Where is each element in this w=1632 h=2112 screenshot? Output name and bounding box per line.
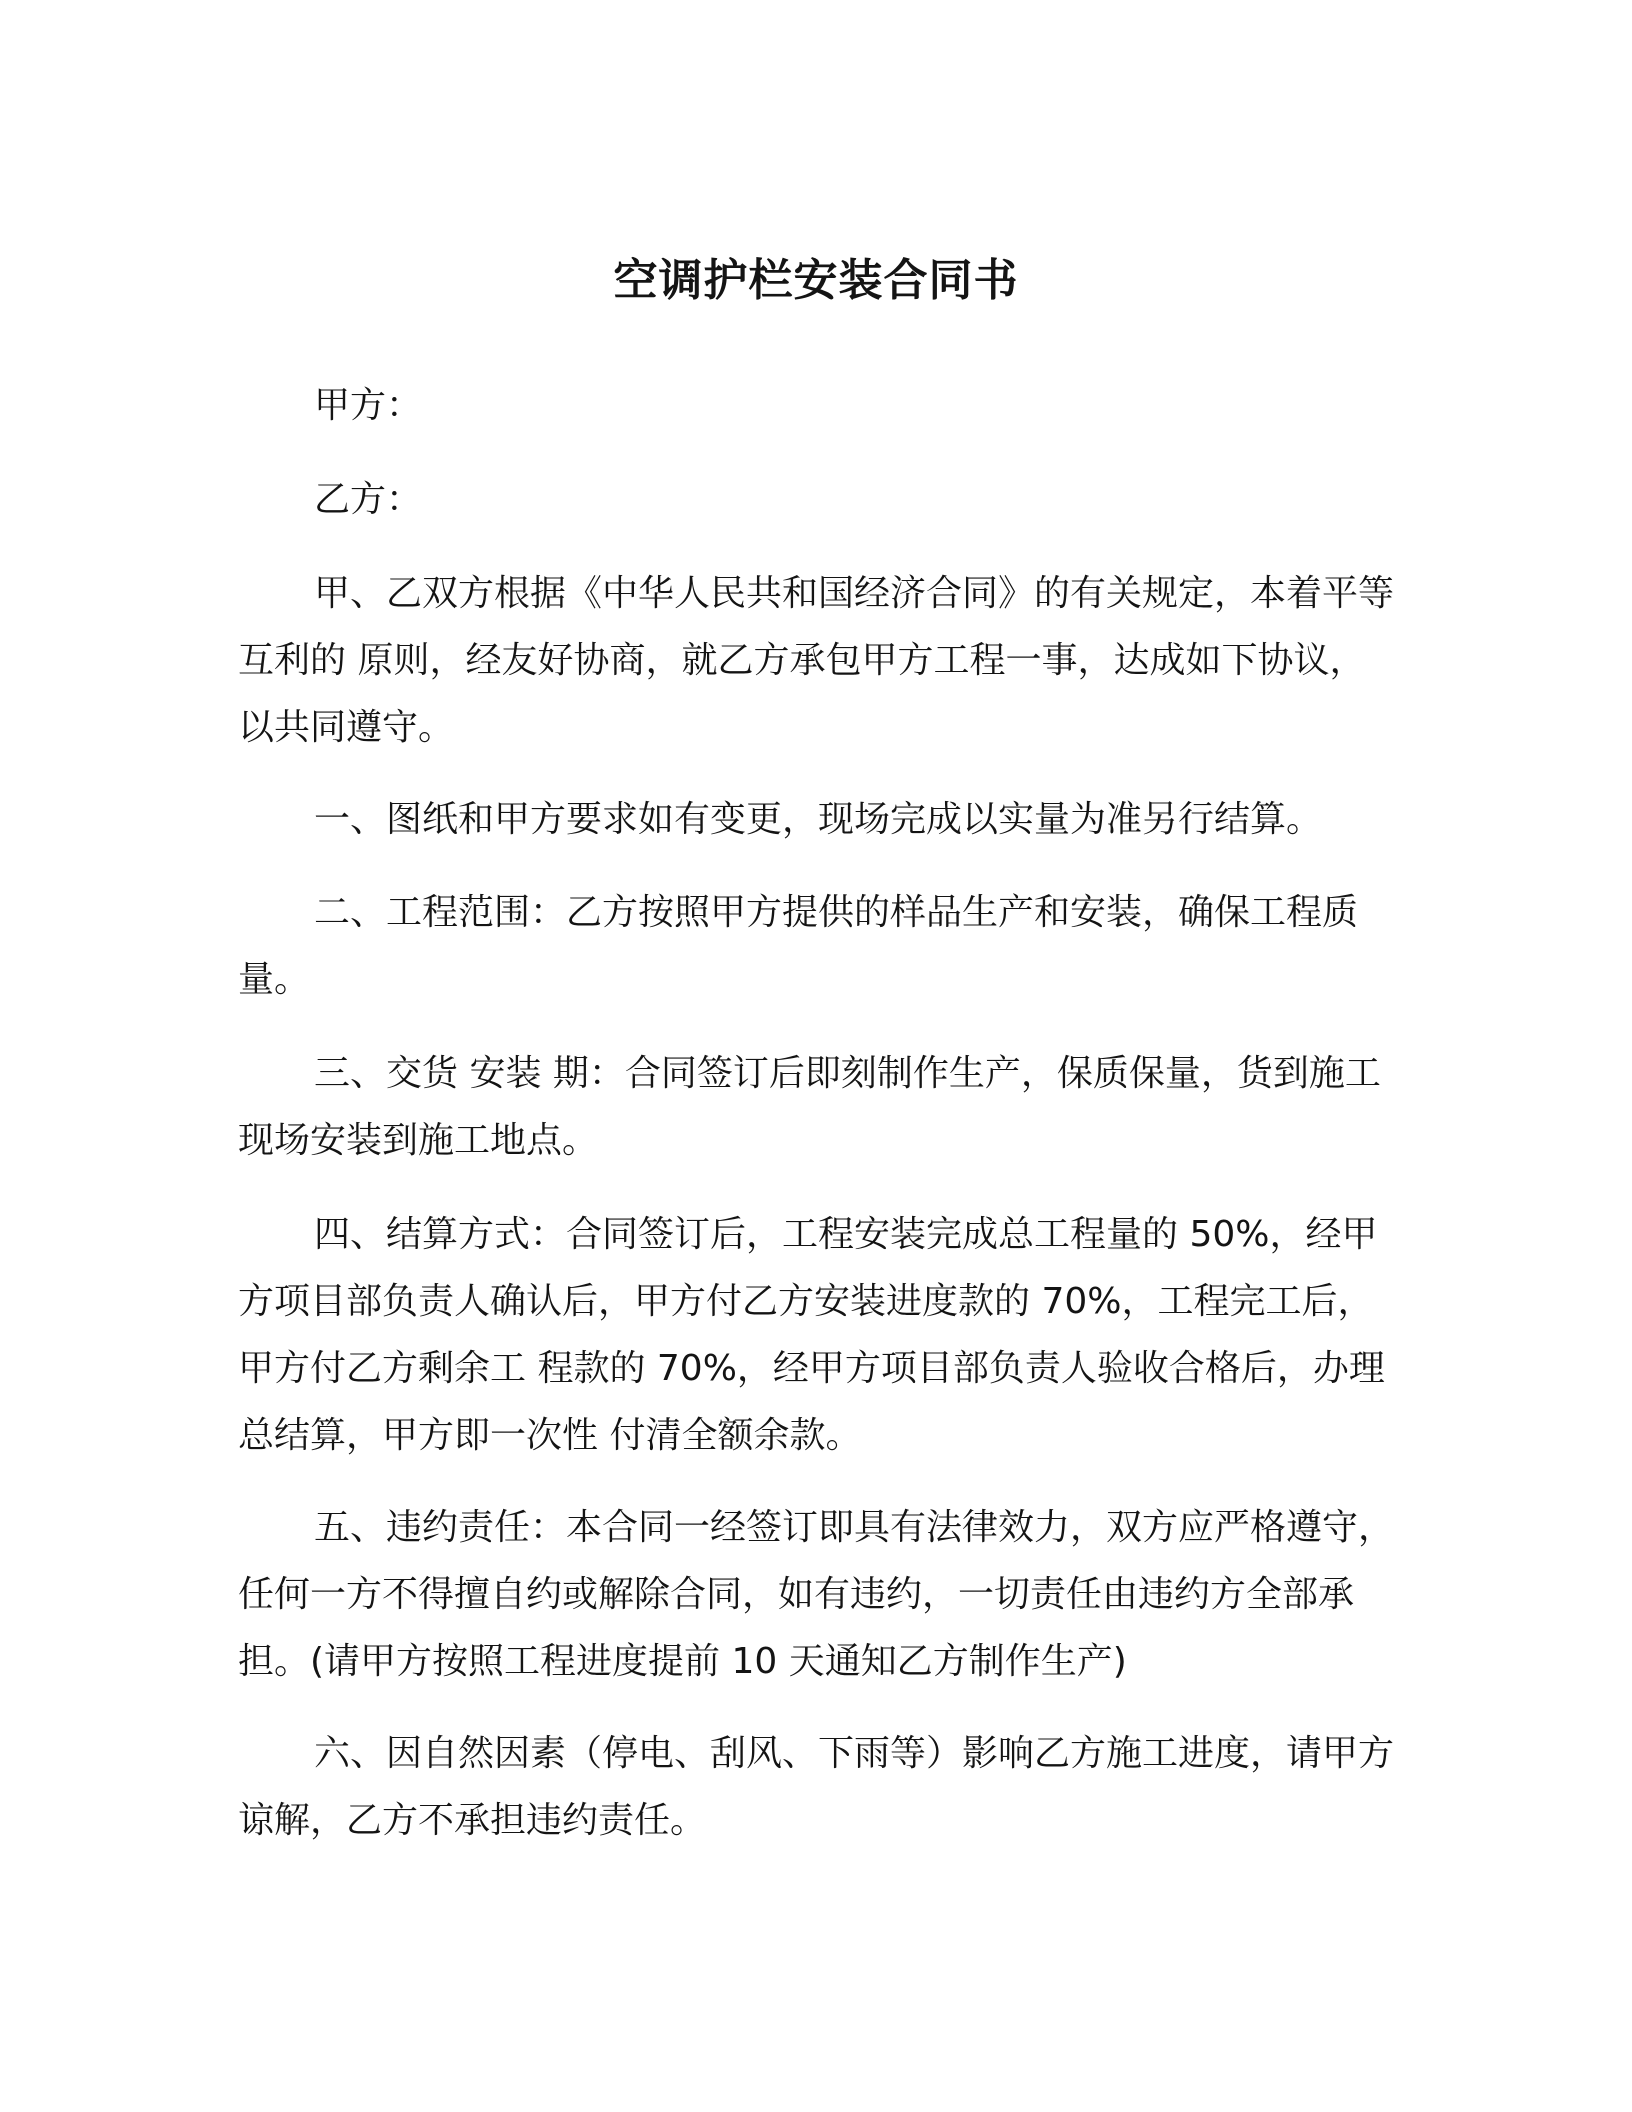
clause-2-paragraph: 二、工程范围：乙方按照甲方提供的样品生产和安装，确保工程质量。 [238,892,1359,1000]
preamble-paragraph: 甲、乙双方根据《中华人民共和国经济合同》的有关规定，本着平等互利的 原则，经友好协商，就乙方承包甲方工程一事，达成如下协议，以共同遵守。 [238,573,1395,748]
clause-4-paragraph: 四、结算方式：合同签订后，工程安装完成总工程量的 50%，经甲方项目部负责人确认后，甲方付乙方安装进度款的 70%，工程完工后，甲方付乙方剩余工 程款的 70%，经甲方项目部负责人验收合格后，办理总结算，甲方即一次性 付清全额余款。 [238,1214,1385,1456]
party-a-line: 甲方： [314,385,423,426]
document-title: 空调护栏安装合同书 [613,255,1019,307]
clause-1-paragraph: 一、图纸和甲方要求如有变更，现场完成以实量为准另行结算。 [314,799,1323,840]
party-b-line: 乙方： [314,479,423,520]
clause-6-paragraph: 六、因自然因素（停电、刮风、下雨等）影响乙方施工进度，请甲方谅解，乙方不承担违约责任。 [238,1733,1395,1841]
clause-5-paragraph: 五、违约责任：本合同一经签订即具有法律效力，双方应严格遵守，任何一方不得擅自约或解除合同，如有违约，一切责任由违约方全部承担。(请甲方按照工程进度提前 10 天通知乙方制作生产) [238,1507,1395,1682]
clause-3-paragraph: 三、交货 安装 期：合同签订后即刻制作生产，保质保量，货到施工现场安装到施工地点。 [238,1053,1381,1161]
